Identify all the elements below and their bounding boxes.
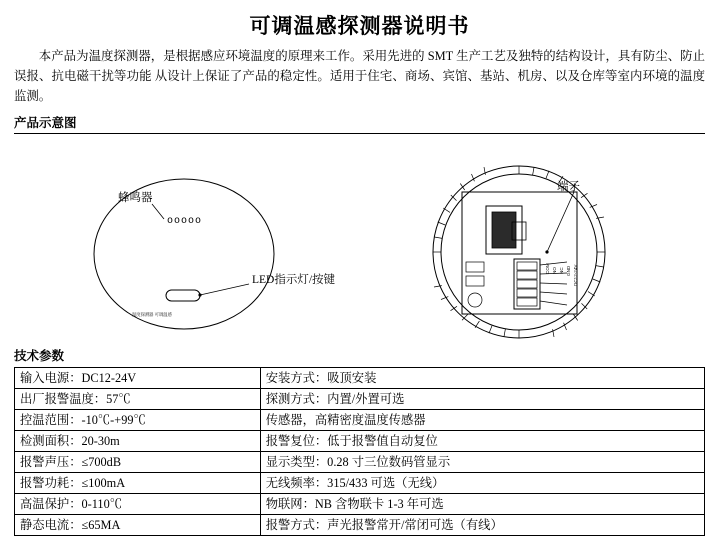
buzzer-holes: ooooo (167, 216, 203, 228)
table-row (15, 515, 705, 536)
page-title: 可调温感探测器说明书 (249, 14, 470, 38)
spec-left: 输入电源：DC12-24V (15, 368, 261, 389)
front-silkscreen-text: 温度探测器 可调温感 (132, 312, 172, 318)
specs-table (14, 367, 705, 536)
diagram-svg (14, 134, 705, 339)
spec-left: 检测面积：20-30m (15, 431, 261, 452)
spec-left: 控温范围：-10℃-+99℃ (15, 410, 261, 431)
terminal-pin-no: NO (552, 267, 557, 275)
intro-paragraph: 本产品为温度探测器，是根据感应环境温度的原理来工作。采用先进的 SMT 生产工艺及独特的结构设计，具有防尘、防止误报、抗电磁干扰等功能 从设计上保证了产品的稳定性。适用于住宅、商场、宾馆、基站、机房、以及仓库等室内环境的温度监测。 (14, 49, 705, 104)
spec-right: 安装方式：吸顶安装 (260, 368, 704, 389)
spec-left: 报警功耗：≤100mA (15, 473, 261, 494)
section-heading-diagram: 产品示意图 (14, 116, 77, 131)
spec-right: 报警复位：低于报警值自动复位 (260, 431, 704, 452)
table-row (15, 452, 705, 473)
label-buzzer: 蜂鸣器 (118, 192, 153, 205)
terminal-pin-com: COM (545, 263, 550, 275)
terminal-pin-dc: DC12-24V (573, 264, 578, 287)
spec-left: 高温保护：0-110℃ (15, 494, 261, 515)
spec-right: 传感器，高精密度温度传感器 (260, 410, 704, 431)
table-row (15, 410, 705, 431)
spec-left: 静态电流：≤65MA (15, 515, 261, 536)
label-led-button: LED指示灯/按键 (252, 274, 336, 287)
table-row (15, 473, 705, 494)
section-heading-specs: 技术参数 (14, 349, 65, 364)
label-terminal: 端子 (557, 181, 580, 194)
spec-left: 出厂报警温度：57℃ (15, 389, 261, 410)
spec-right: 显示类型：0.28 寸三位数码管显示 (260, 452, 704, 473)
table-row (15, 431, 705, 452)
spec-left: 报警声压：≤700dB (15, 452, 261, 473)
terminal-pin-gnd: GND (566, 266, 571, 277)
table-row (15, 389, 705, 410)
spec-right: 无线频率：315/433 可选（无线） (260, 473, 704, 494)
spec-right: 报警方式：声光报警常开/常闭可选（有线） (260, 515, 704, 536)
terminal-pin-nc: NC (559, 267, 564, 275)
spec-right: 探测方式：内置/外置可选 (260, 389, 704, 410)
spec-right: 物联网：NB 含物联卡 1-3 年可选 (260, 494, 704, 515)
product-diagram (14, 134, 705, 339)
table-row (15, 368, 705, 389)
table-row (15, 494, 705, 515)
